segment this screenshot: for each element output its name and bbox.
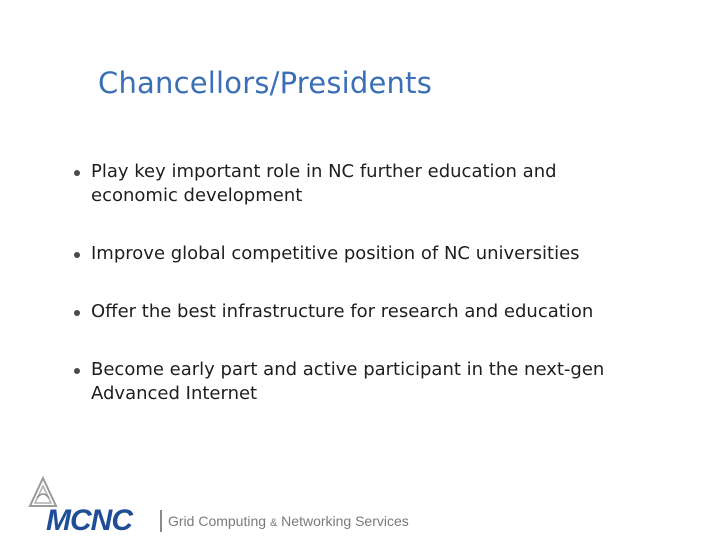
tagline-ampersand: & bbox=[269, 517, 278, 529]
bullet-dot-icon bbox=[74, 368, 80, 374]
logo-divider bbox=[160, 510, 162, 532]
bullet-item bbox=[74, 358, 694, 406]
bullet-item bbox=[74, 242, 694, 266]
bullet-line: Advanced Internet bbox=[91, 383, 258, 404]
logo-wordmark: MCNC bbox=[46, 504, 132, 537]
bullet-item bbox=[74, 160, 694, 208]
bullet-line: Play key important role in NC further education and bbox=[91, 161, 557, 182]
bullet-line: Offer the best infrastructure for research and education bbox=[91, 301, 594, 322]
bullet-line: Become early part and active participant in the next-gen bbox=[91, 359, 605, 380]
tagline-part: Grid Computing bbox=[168, 513, 270, 529]
bullet-dot-icon bbox=[74, 310, 80, 316]
bullet-dot-icon bbox=[74, 252, 80, 258]
bullet-dot-icon bbox=[74, 170, 80, 176]
mcnc-logo bbox=[28, 476, 408, 536]
bullet-line: economic development bbox=[91, 185, 303, 206]
bullet-line: Improve global competitive position of NC universities bbox=[91, 243, 580, 264]
slide-title: Chancellors/Presidents bbox=[98, 66, 433, 100]
tagline-part: Networking Services bbox=[277, 513, 409, 529]
logo-tagline bbox=[168, 513, 409, 531]
bullet-item bbox=[74, 300, 694, 324]
